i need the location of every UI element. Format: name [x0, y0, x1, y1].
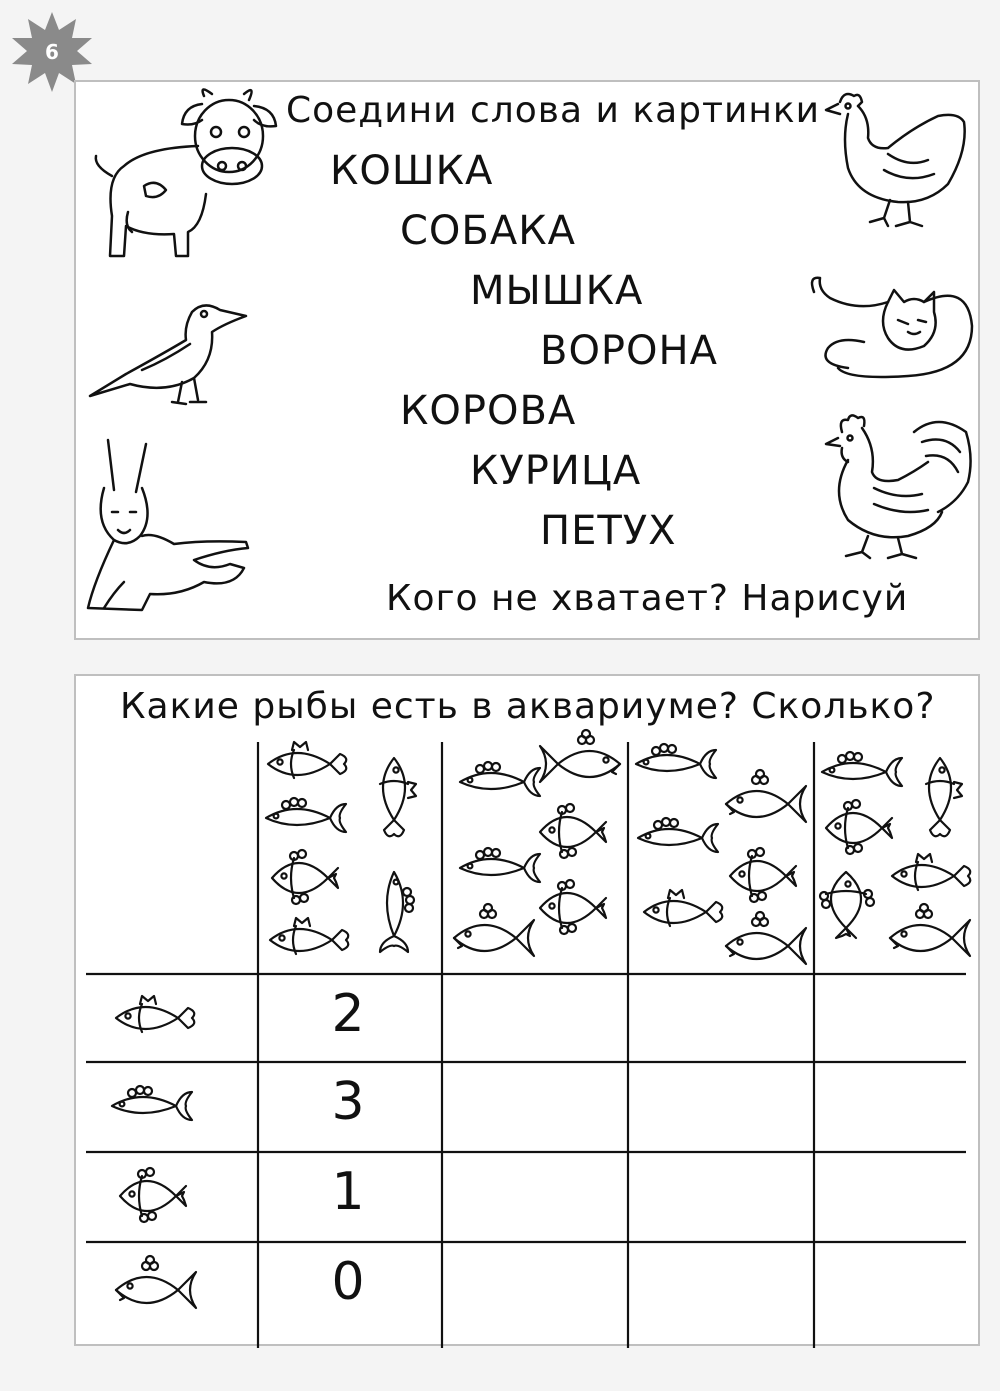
fish-icon — [820, 872, 874, 938]
fish-icon — [460, 762, 540, 796]
fish-icon — [826, 800, 892, 854]
page-number: 6 — [45, 40, 59, 64]
count-row-1[interactable]: 2 — [331, 984, 365, 1044]
word-petukh[interactable]: ПЕТУХ — [540, 508, 677, 554]
fish-icon — [892, 854, 970, 890]
crown-fish-icon — [116, 996, 194, 1032]
fish-icon — [460, 848, 540, 882]
word-vorona[interactable]: ВОРОНА — [540, 328, 718, 374]
word-myshka[interactable]: МЫШКА — [470, 268, 644, 314]
count-row-2[interactable]: 3 — [331, 1072, 365, 1132]
cow-icon[interactable] — [84, 86, 284, 271]
fish-icon — [266, 798, 346, 832]
count-row-3[interactable]: 1 — [331, 1162, 365, 1222]
fish-count-table — [76, 676, 982, 1348]
matching-footer: Кого не хватает? Нарисуй — [386, 578, 909, 619]
aquarium-2 — [454, 730, 620, 956]
dog-icon[interactable] — [84, 432, 264, 622]
fish-icon — [380, 758, 416, 836]
fish-icon — [540, 880, 606, 934]
count-row-4[interactable]: 0 — [331, 1252, 365, 1312]
fish-icon — [268, 742, 346, 778]
word-kuritsa[interactable]: КУРИЦА — [470, 448, 642, 494]
fish-icon — [540, 804, 606, 858]
fish-icon — [540, 730, 620, 782]
fish-icon — [890, 904, 970, 956]
matching-exercise-panel — [74, 80, 980, 640]
fish-icon — [926, 758, 962, 836]
fish-icon — [272, 850, 338, 904]
aquarium-3 — [636, 744, 806, 964]
fish-icon — [636, 744, 716, 778]
aquarium-exercise-panel — [74, 674, 980, 1346]
round-fish-icon — [120, 1168, 186, 1222]
crow-icon[interactable] — [86, 294, 256, 414]
hen-icon[interactable] — [818, 88, 978, 248]
word-korova[interactable]: КОРОВА — [400, 388, 577, 434]
fish-icon — [644, 890, 722, 926]
fish-icon — [638, 818, 718, 852]
rooster-icon[interactable] — [818, 412, 978, 562]
fish-icon — [270, 918, 348, 954]
fish-icon — [726, 770, 806, 822]
fish-icon — [380, 872, 414, 952]
word-koshka[interactable]: КОШКА — [330, 148, 494, 194]
cat-icon[interactable] — [808, 272, 978, 382]
moon-tail-fish-icon — [116, 1256, 196, 1308]
fish-icon — [454, 904, 534, 956]
fish-icon — [730, 848, 796, 902]
fish-icon — [822, 752, 902, 786]
finned-fish-icon — [112, 1086, 192, 1120]
word-sobaka[interactable]: СОБАКА — [400, 208, 576, 254]
aquarium-title: Какие рыбы есть в аквариуме? Сколько? — [120, 686, 936, 727]
aquarium-4 — [820, 752, 970, 956]
aquarium-1 — [266, 742, 416, 954]
matching-title: Соедини слова и картинки — [286, 90, 821, 131]
fish-icon — [726, 912, 806, 964]
